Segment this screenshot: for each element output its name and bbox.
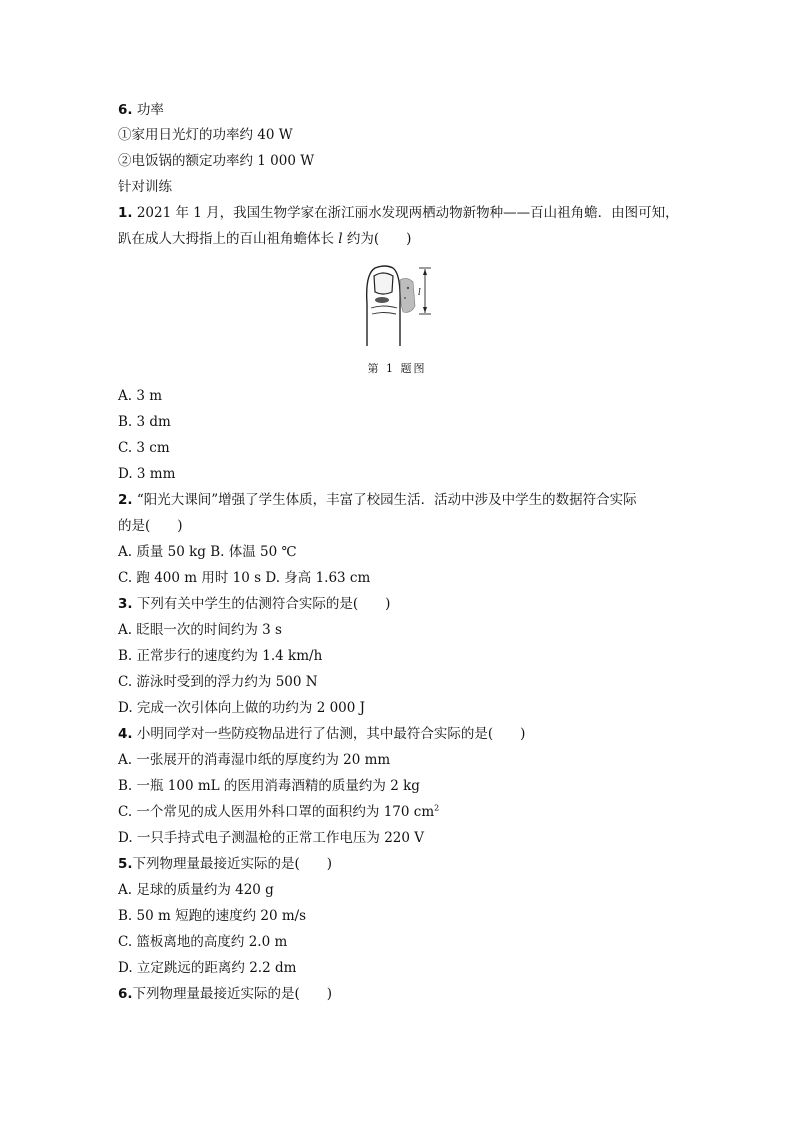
section-item-2: ②电饭锅的额定功率约 1 000 W xyxy=(118,153,315,169)
q3-option-c: C. 游泳时受到的浮力约为 500 N xyxy=(118,674,318,690)
q2-options-row1: A. 质量 50 kg B. 体温 50 ℃ xyxy=(118,544,297,560)
q1-variable-l: l xyxy=(338,231,343,247)
q1-text: 2021 年 1 月，我国生物学家在浙江丽水发现两栖动物新物种——百山祖角蟾．由图可知， xyxy=(136,205,679,221)
q6-stem xyxy=(118,985,718,1003)
section-title: 功率 xyxy=(136,102,164,118)
q1-line2-text: 趴在成人大拇指上的百山祖角蟾体长 xyxy=(118,231,339,247)
q4-option-d: D. 一只手持式电子测温枪的正常工作电压为 220 V xyxy=(118,830,425,846)
q2-line2: 的是( ) xyxy=(118,518,183,534)
q4-option-b: B. 一瓶 100 mL 的医用消毒酒精的质量约为 2 kg xyxy=(118,778,420,794)
section-heading xyxy=(118,101,718,119)
q1-option-c: C. 3 cm xyxy=(118,440,170,456)
q3-option-b: B. 正常步行的速度约为 1.4 km/h xyxy=(118,648,323,664)
q1-option-b: B. 3 dm xyxy=(118,414,171,430)
q5-stem xyxy=(118,855,718,873)
section-number: 6. xyxy=(118,102,133,118)
q5-option-d: D. 立定跳远的距离约 2.2 dm xyxy=(118,960,297,976)
q2-options-row2: C. 跑 400 m 用时 10 s D. 身高 1.63 cm xyxy=(118,570,371,586)
q1-line2 xyxy=(118,230,718,248)
q3-text: 下列有关中学生的估测符合实际的是( ) xyxy=(136,596,391,612)
q3-stem xyxy=(118,595,718,613)
q4-number: 4. xyxy=(118,726,133,742)
q1-option-a: A. 3 m xyxy=(118,388,163,404)
q4-option-a: A. 一张展开的消毒湿巾纸的厚度约为 20 mm xyxy=(118,752,391,768)
q4-option-c xyxy=(118,803,718,821)
section-item-1: ①家用日光灯的功率约 40 W xyxy=(118,127,293,143)
q3-option-d: D. 完成一次引体向上做的功约为 2 000 J xyxy=(118,700,366,716)
q4-text: 小明同学对一些防疫物品进行了估测，其中最符合实际的是( ) xyxy=(136,726,526,742)
q5-option-c: C. 篮板离地的高度约 2.0 m xyxy=(118,934,288,950)
q2-text: “阳光大课间”增强了学生体质，丰富了校园生活．活动中涉及中学生的数据符合实际 xyxy=(136,492,637,508)
q1-option-d: D. 3 mm xyxy=(118,466,176,482)
q1-line1 xyxy=(118,204,718,222)
q2-line1 xyxy=(118,491,718,509)
q4-stem xyxy=(118,725,718,743)
figure-caption: 第 1 题图 xyxy=(367,362,427,375)
q2-number: 2. xyxy=(118,492,133,508)
q1-line2-end: 约为( ) xyxy=(342,231,412,247)
q6-number: 6. xyxy=(118,986,133,1002)
practice-heading: 针对训练 xyxy=(118,179,172,195)
q5-number: 5. xyxy=(118,856,133,872)
q3-number: 3. xyxy=(118,596,133,612)
thumb-figure xyxy=(355,262,435,346)
figure-label-l: l xyxy=(418,288,421,298)
q6-text: 下列物理量最接近实际的是( ) xyxy=(132,986,333,1002)
q5-option-a: A. 足球的质量约为 420 g xyxy=(118,882,274,898)
q1-number: 1. xyxy=(118,205,133,221)
q5-text: 下列物理量最接近实际的是( ) xyxy=(132,856,333,872)
q4-option-c-text: C. 一个常见的成人医用外科口罩的面积约为 170 cm xyxy=(118,804,435,820)
q3-option-a: A. 眨眼一次的时间约为 3 s xyxy=(118,622,282,638)
q5-option-b: B. 50 m 短跑的速度约 20 m/s xyxy=(118,908,307,924)
q4-option-c-superscript: 2 xyxy=(434,803,440,813)
